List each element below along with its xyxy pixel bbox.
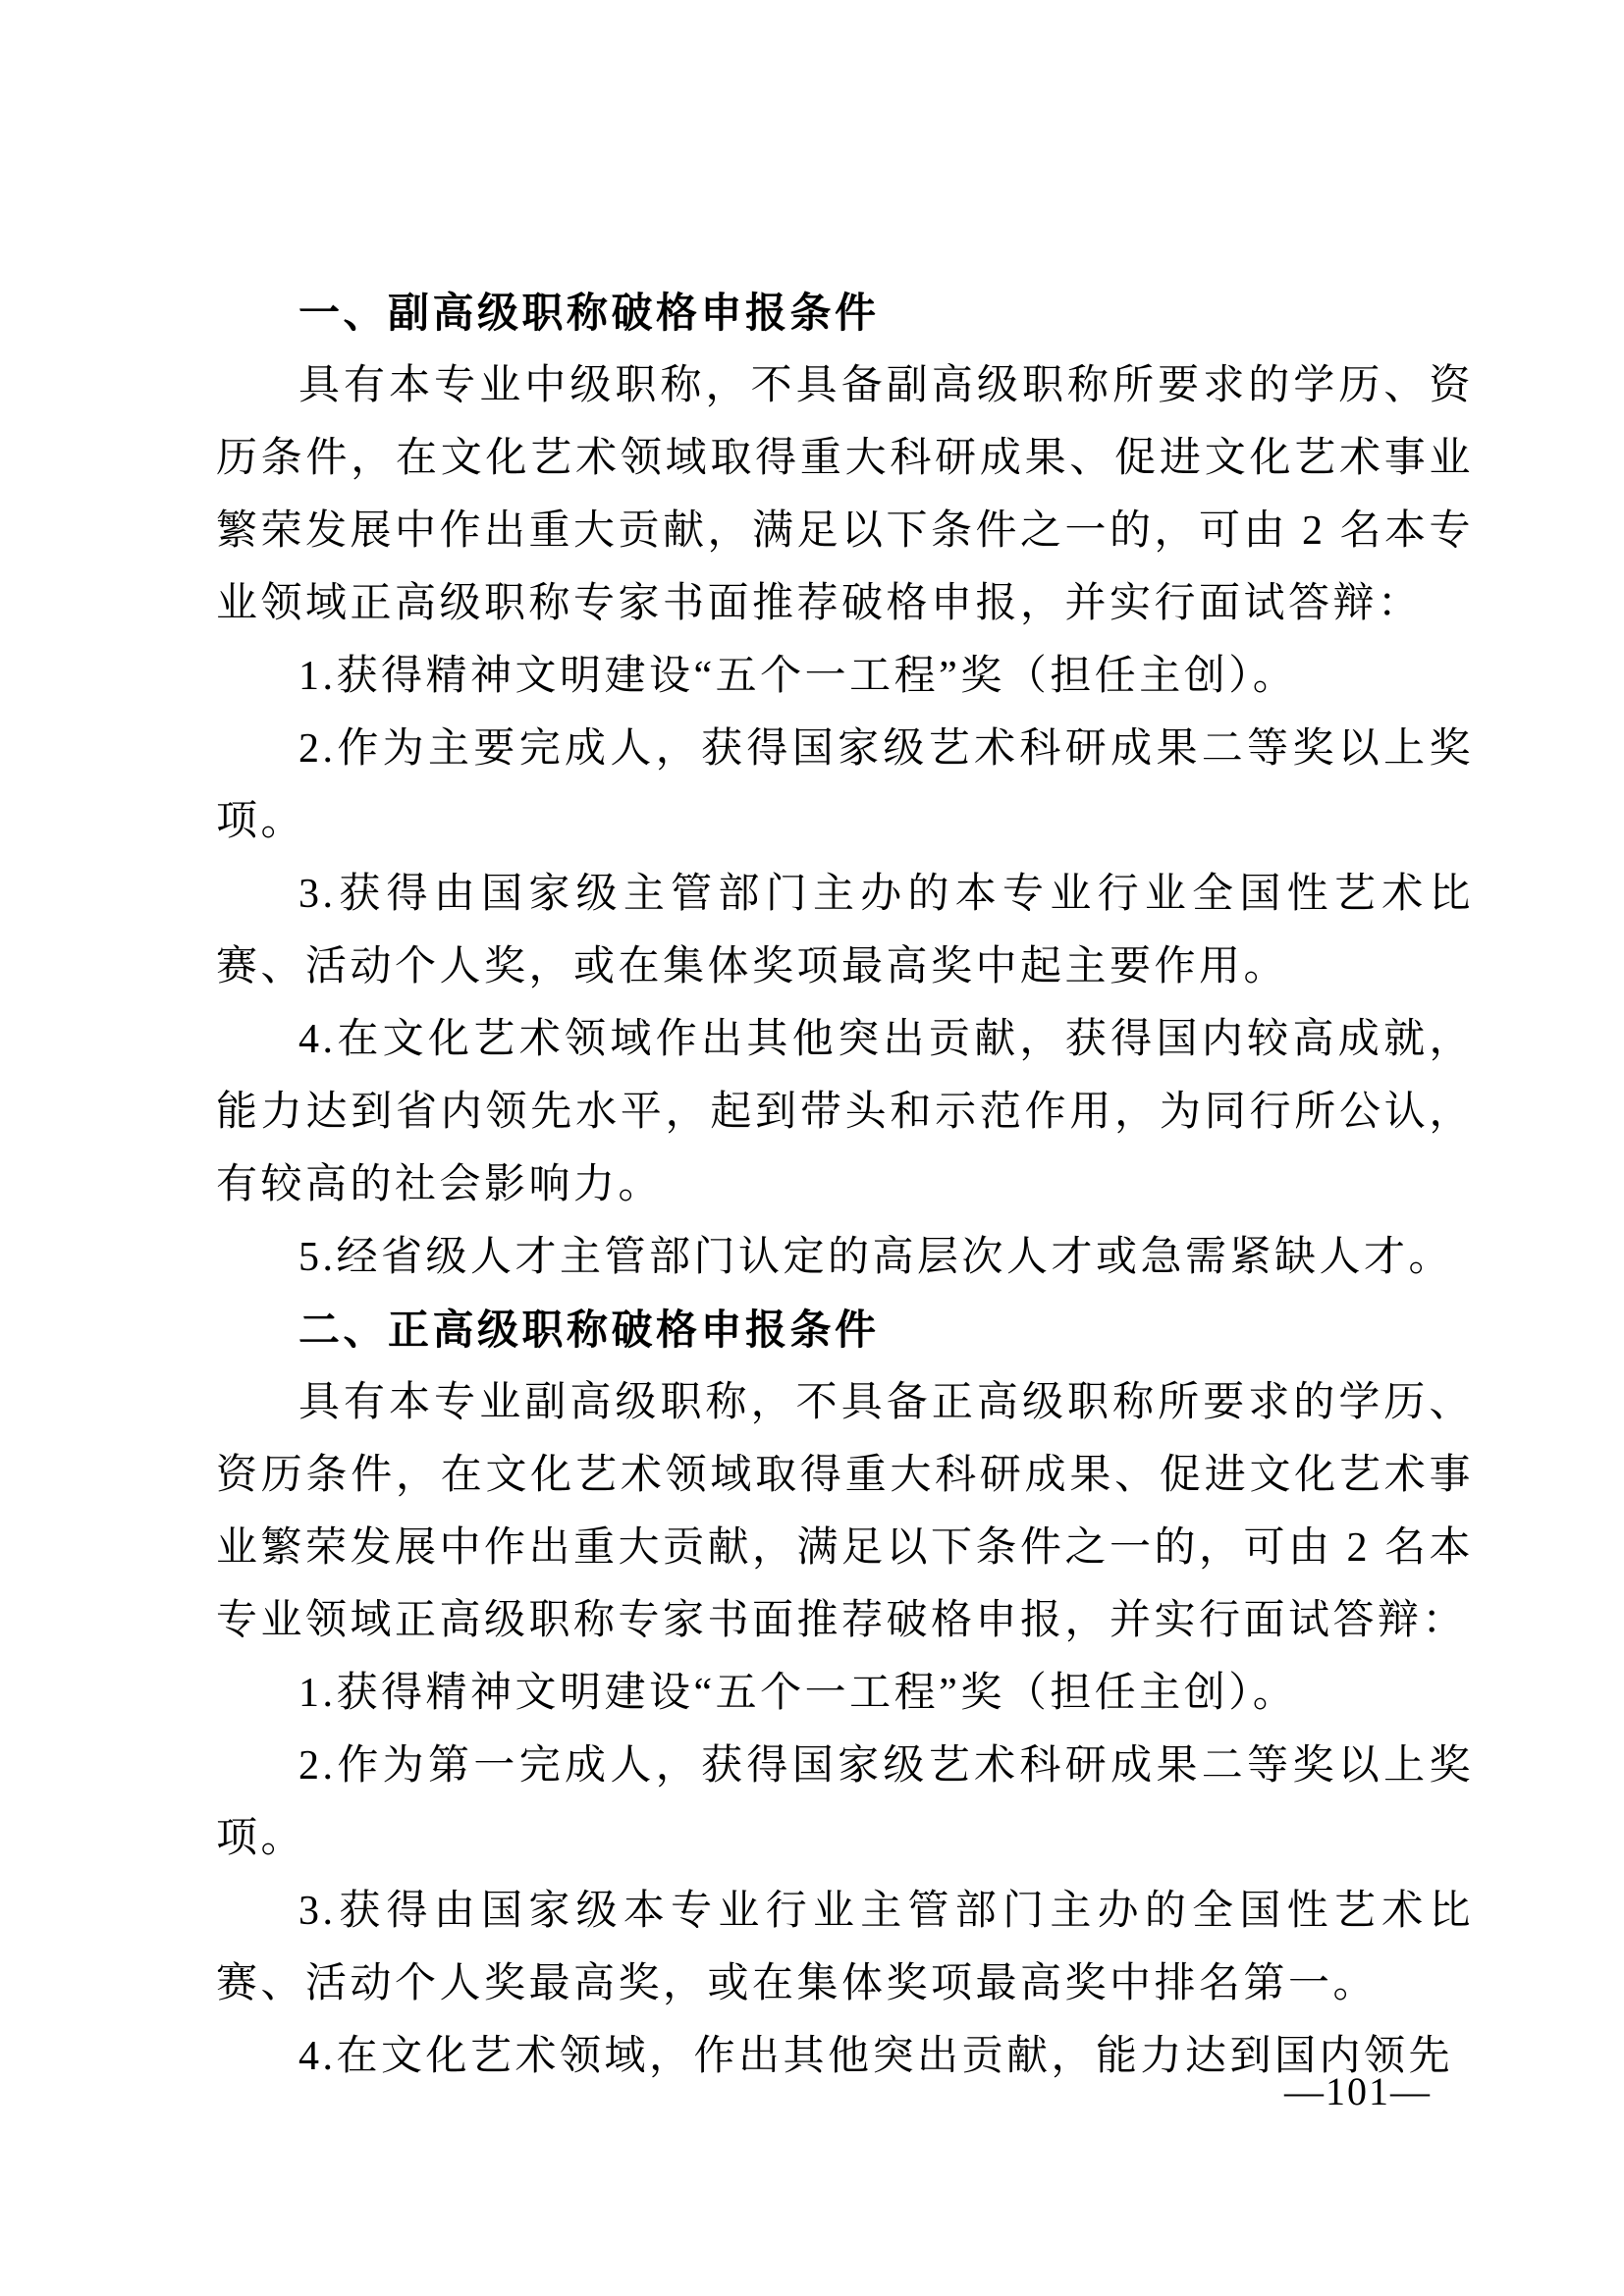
- section-2-item-4: 4.在文化艺术领域，作出其他突出贡献，能力达到国内领先: [298, 2034, 1454, 2079]
- document-body: [216, 277, 1474, 2093]
- section-1-item-4: 4.在文化艺术领域作出其他突出贡献，获得国内较高成就，能力达到省内领先水平，起到带头和示范作用，为同行所公认，有较高的社会影响力。: [216, 1017, 1474, 1207]
- section-1-item-5: 5.经省级人才主管部门认定的高层次人才或急需紧缺人才。: [298, 1235, 1454, 1280]
- section-2-item-3: 3.获得由国家级本专业行业主管部门主办的全国性艺术比赛、活动个人奖最高奖，或在集体奖项最高奖中排名第一。: [216, 1889, 1474, 2006]
- section-1-item-2: 2.作为主要完成人，获得国家级艺术科研成果二等奖以上奖项。: [216, 726, 1474, 844]
- section-2-item-1: 1.获得精神文明建设“五个一工程”奖（担任主创）。: [298, 1671, 1298, 1716]
- section-1-item-3: 3.获得由国家级主管部门主办的本专业行业全国性艺术比赛、活动个人奖，或在集体奖项最高奖中起主要作用。: [216, 872, 1474, 989]
- section-1-intro: 具有本专业中级职称，不具备副高级职称所要求的学历、资历条件，在文化艺术领域取得重大科研成果、促进文化艺术事业繁荣发展中作出重大贡献，满足以下条件之一的，可由 2 名本专业领域正高级职称专家书面推荐破格申报，并实行面试答辩：: [216, 363, 1475, 626]
- section-2-item-2: 2.作为第一完成人，获得国家级艺术科研成果二等奖以上奖项。: [216, 1743, 1474, 1861]
- section-2-heading: 二、正高级职称破格申报条件: [298, 1307, 880, 1353]
- section-2-intro: 具有本专业副高级职称，不具备正高级职称所要求的学历、资历条件，在文化艺术领域取得重大科研成果、促进文化艺术事业繁荣发展中作出重大贡献，满足以下条件之一的，可由 2 名本专业领域正高级职称专家书面推荐破格申报，并实行面试答辩：: [216, 1380, 1475, 1643]
- page-number: —101—: [1284, 2069, 1432, 2113]
- section-1-item-1: 1.获得精神文明建设“五个一工程”奖（担任主创）。: [298, 654, 1298, 699]
- section-1-heading: 一、副高级职称破格申报条件: [298, 290, 880, 336]
